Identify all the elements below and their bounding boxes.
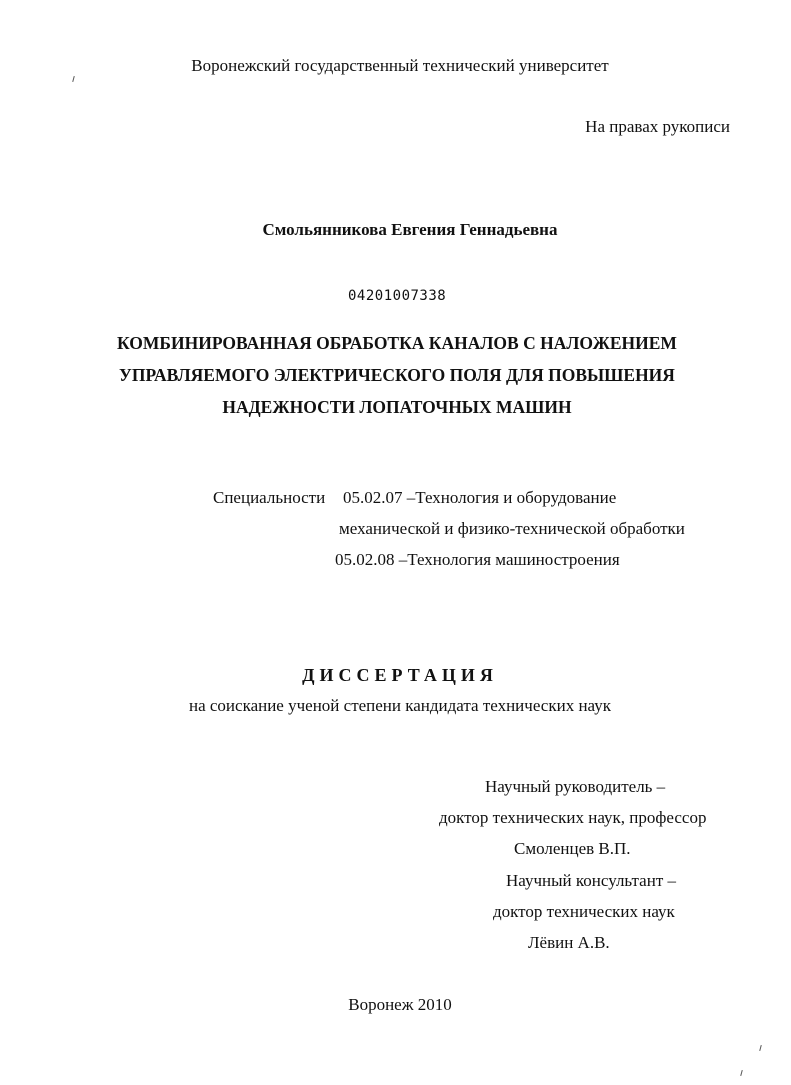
scan-speck-mark [759, 1045, 762, 1051]
work-type-heading: ДИССЕРТАЦИЯ [302, 665, 498, 685]
author-name: Смольянникова Евгения Геннадьевна [262, 220, 558, 239]
supervisor-name: Смоленцев В.П. [514, 839, 631, 858]
title-line: УПРАВЛЯЕМОГО ЭЛЕКТРИЧЕСКОГО ПОЛЯ ДЛЯ ПОВЫШЕНИЯ [119, 365, 675, 385]
city-year: Воронеж 2010 [348, 995, 452, 1014]
title-line: КОМБИНИРОВАННАЯ ОБРАБОТКА КАНАЛОВ С НАЛОЖЕНИЕМ [117, 333, 677, 353]
supervisor-role: Научный руководитель – [485, 777, 666, 796]
specialty-line: 05.02.08 –Технология машиностроения [335, 550, 620, 569]
specialty-line: 05.02.07 –Технология и оборудование [343, 488, 617, 507]
university-name: Воронежский государственный технический университет [191, 56, 609, 75]
specialties-label: Специальности [213, 488, 326, 507]
consultant-role: Научный консультант – [506, 871, 676, 890]
consultant-name: Лёвин А.В. [528, 933, 610, 952]
scan-speck-mark [740, 1070, 743, 1076]
specialty-line: механической и физико-технической обработки [339, 519, 685, 538]
title-line: НАДЕЖНОСТИ ЛОПАТОЧНЫХ МАШИН [222, 397, 572, 417]
supervisor-title: доктор технических наук, профессор [439, 808, 707, 827]
degree-line: на соискание ученой степени кандидата технических наук [188, 696, 611, 715]
registration-number: 04201007338 [348, 288, 447, 304]
manuscript-note: На правах рукописи [585, 117, 730, 136]
scan-speck-mark [72, 76, 75, 82]
consultant-title: доктор технических наук [493, 902, 675, 921]
